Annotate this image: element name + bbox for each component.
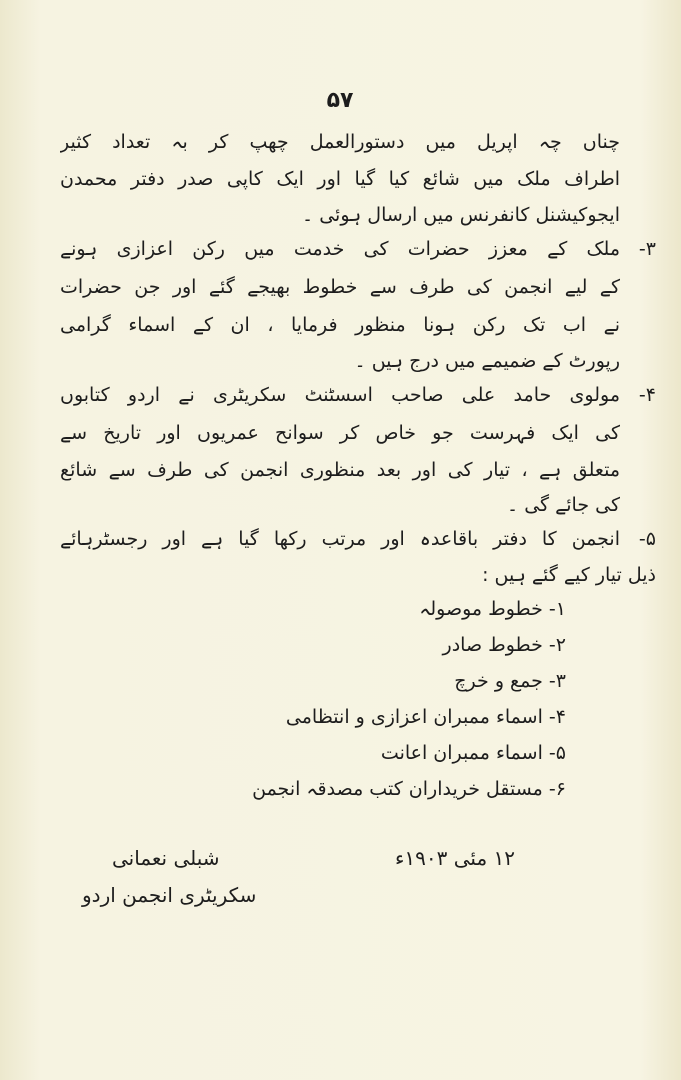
text-line: چناں چہ اپریل میں دستورالعمل چھپ کر بہ تعداد کثیر	[60, 131, 620, 153]
page-number: ۵۷	[326, 88, 354, 113]
text-line: نے اب تک رکن ہونا منظور فرمایا ، ان کے اسماء گرامی	[60, 314, 620, 336]
text-line: کے لیے انجمن کی طرف سے خطوط بھیجے گئے اور جن حضرات	[60, 276, 620, 298]
register-item: ۱- خطوط موصولہ	[419, 598, 566, 620]
text-line: رپورٹ کے ضمیمے میں درج ہیں ۔	[354, 350, 620, 372]
signatory-name: شبلی نعمانی	[112, 846, 220, 870]
item-number: ۵-	[638, 528, 656, 550]
text-line: ایجوکیشنل کانفرنس میں ارسال ہوئی ۔	[302, 204, 620, 226]
date: ۱۲ مئی ۱۹۰۳ء	[395, 846, 515, 870]
item-number: ۳-	[638, 238, 656, 260]
register-item: ۵- اسماء ممبران اعانت	[380, 742, 566, 764]
text-line: اطراف ملک میں شائع کیا گیا اور ایک کاپی صدر دفتر محمدن	[60, 168, 620, 190]
register-item: ۶- مستقل خریداران کتب مصدقہ انجمن	[252, 778, 566, 800]
register-item: ۲- خطوط صادر	[442, 634, 566, 656]
register-item: ۳- جمع و خرچ	[454, 670, 566, 692]
text-line: مولوی حامد علی صاحب اسسٹنٹ سکریٹری نے اردو کتابوں	[60, 384, 620, 406]
signatory-title: سکریٹری انجمن اردو	[82, 883, 257, 907]
text-line: ذیل تیار کیے گئے ہیں :	[482, 564, 656, 586]
text-line: کی ایک فہرست جو خاص کر سوانح عمریوں اور تاریخ سے	[60, 422, 620, 444]
text-line: کی جائے گی ۔	[507, 494, 620, 516]
register-item: ۴- اسماء ممبران اعزازی و انتظامی	[285, 706, 566, 728]
item-number: ۴-	[638, 384, 656, 406]
text-line: انجمن کا دفتر باقاعدہ اور مرتب رکھا گیا ہے اور رجسٹرہائے	[60, 528, 620, 550]
text-line: متعلق ہے ، تیار کی اور بعد منظوری انجمن کی طرف سے شائع	[60, 459, 620, 481]
text-line: ملک کے معزز حضرات کی خدمت میں رکن اعزازی ہونے	[60, 238, 620, 260]
